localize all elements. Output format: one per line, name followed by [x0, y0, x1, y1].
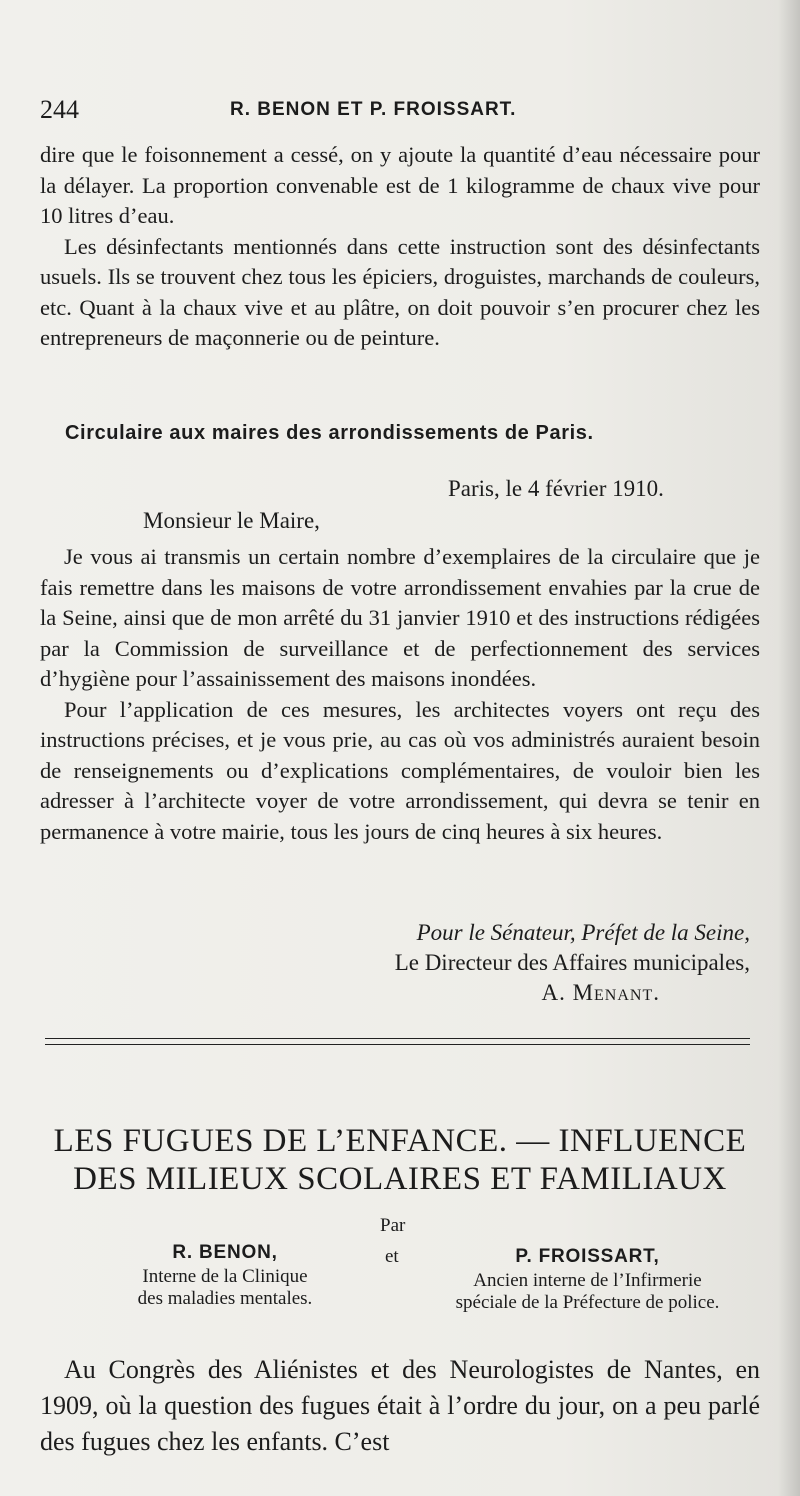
opening-text: Au Congrès des Aliénistes et des Neurologistes de Nantes, en 1909, où la question des fugues était à l’ordre du jour, on a peu parlé des fugues chez les enfants. C’est	[40, 1355, 760, 1456]
dateline: Paris, le 4 février 1910.	[448, 476, 664, 501]
author-froissart	[415, 1244, 760, 1314]
salutation: Monsieur le Maire,	[143, 508, 320, 533]
et-label: et	[385, 1246, 399, 1267]
author-role: Ancien interne de l’Infirmerie	[473, 1270, 702, 1291]
author-name: R. BENON,	[172, 1242, 278, 1263]
signature-block	[395, 918, 750, 1008]
double-rule-bottom	[45, 1044, 750, 1045]
continuation-paragraph: Les désinfectants mentionnés dans cette instruction sont des désinfectants usuels. Ils se trouvent chez tous les épiciers, droguistes, marchands de couleurs, etc. Quant à la chaux vive et au plâtre, on doit pouvoir s’en procurer chez les entrepreneurs de maçonnerie ou de peinture.	[40, 233, 760, 350]
article-title-line1: LES FUGUES DE L’ENFANCE. — INFLUENCE	[53, 1123, 747, 1159]
continuation-paragraph: dire que le foisonnement a cessé, on y ajoute la quantité d’eau nécessaire pour la délayer. La proportion convenable est de 1 kilogramme de chaux vive pour 10 litres d’eau.	[40, 142, 760, 228]
circulaire-title: Circulaire aux maires des arrondissements de Paris.	[65, 422, 594, 444]
running-head	[40, 95, 760, 125]
circulaire-body	[40, 542, 760, 847]
author-role: spéciale de la Préfecture de police.	[455, 1292, 720, 1313]
author-role: Interne de la Clinique	[142, 1266, 308, 1287]
author-benon	[90, 1240, 360, 1310]
article-title-line2: DES MILIEUX SCOLAIRES ET FAMILIAUX	[73, 1161, 727, 1197]
author-name: P. FROISSART,	[515, 1246, 660, 1267]
running-head-title: R. BENON ET P. FROISSART.	[230, 99, 517, 120]
circulaire-paragraph: Je vous ai transmis un certain nombre d’exemplaires de la circulaire que je fais remettre dans les maisons de votre arrondissement envahies par la crue de la Seine, ainsi que de mon arrêté du 31 janvier 1910 et des instructions rédigées par la Commission de surveillance et de perfectionnement des services d’hygiène pour l’assainissement des maisons inondées.	[40, 544, 760, 691]
author-role: des maladies mentales.	[137, 1288, 313, 1309]
page-number: 244	[40, 95, 79, 124]
article-opening-paragraph	[40, 1352, 760, 1460]
page-edge-shadow	[778, 0, 800, 1496]
continuation-text	[40, 140, 760, 354]
par-label: Par	[380, 1215, 406, 1236]
signature-name: A. Menant.	[541, 980, 660, 1005]
circulaire-paragraph: Pour l’application de ces mesures, les architectes voyers ont reçu des instructions précises, et je vous prie, au cas où vos administrés auraient besoin de renseignements ou d’explications complémentaires, de vouloir bien les adresser à l’architecte voyer de votre arrondissement, qui devra se tenir en permanence à votre mairie, tous les jours de cinq heures à six heures.	[40, 696, 760, 844]
signature-line: Pour le Sénateur, Préfet de la Seine,	[416, 920, 750, 945]
double-rule-top	[45, 1038, 750, 1039]
signature-line: Le Directeur des Affaires municipales,	[394, 950, 750, 975]
